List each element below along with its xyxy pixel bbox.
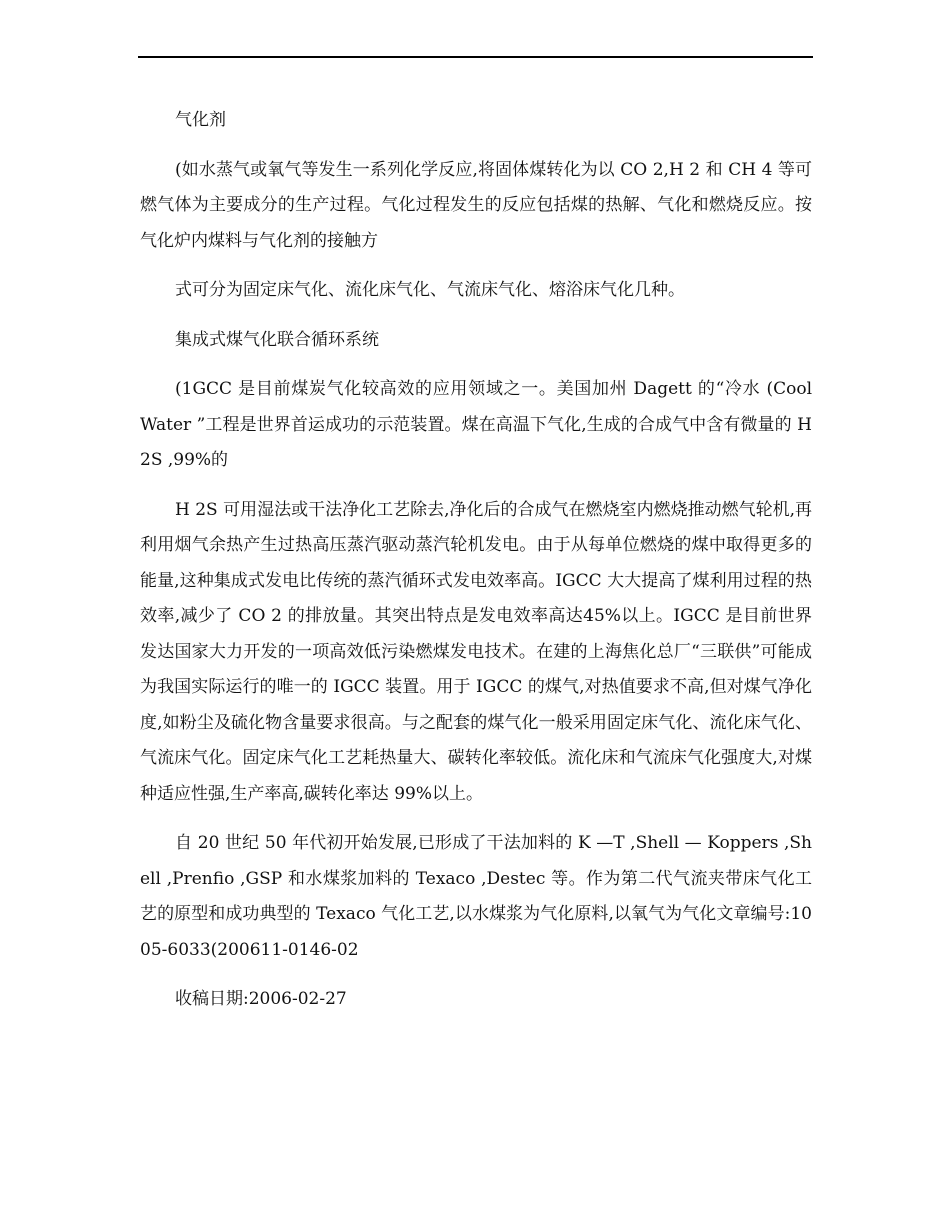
header-rule: [138, 56, 813, 58]
paragraph-igcc-details: H 2S 可用湿法或干法净化工艺除去,净化后的合成气在燃烧室内燃烧推动燃气轮机,再利用烟气余热产生过热高压蒸汽驱动蒸汽轮机发电。由于从每单位燃烧的煤中取得更多的能量,这种集成式发电比传统的蒸汽循环式发电效率高。IGCC 大大提高了煤利用过程的热效率,减少了 CO 2 的排放量。其突出特点是发电效率高达45%以上。IGCC 是目前世界发达国家大力开发的一项高效低污染燃煤发电技术。在建的上海焦化总厂“三联供”可能成为我国实际运行的唯一的 IGCC 装置。用于 IGCC 的煤气,对热值要求不高,但对煤气净化度,如粉尘及硫化物含量要求很高。与之配套的煤气化一般采用固定床气化、流化床气化、气流床气化。固定床气化工艺耗热量大、碳转化率较低。流化床和气流床气化强度大,对煤种适应性强,生产率高,碳转化率达 99%以上。: [140, 499, 812, 804]
paragraph-development-history: 自 20 世纪 50 年代初开始发展,已形成了干法加料的 K —T ,Shell — Koppers ,Shell ,Prenfio ,GSP 和水煤浆加料的 Texaco ,Destec 等。作为第二代气流夹带床气化工艺的原型和成功典型的 Texaco 气化工艺,以水煤浆为气化原料,以氧气为气化文章编号:1005-6033(200611-0146-02: [140, 833, 812, 960]
paragraph-heading-igcc: 集成式煤气化联合循环系统: [175, 329, 379, 350]
paragraph-igcc-intro: (1GCC 是目前煤炭气化较高效的应用领域之一。美国加州 Dagett 的“冷水 (Cool Water ”工程是世界首运成功的示范装置。煤在高温下气化,生成的合成气中含有微量的 H 2S ,99%的: [140, 379, 812, 470]
paragraph-gasification-types: 式可分为固定床气化、流化床气化、气流床气化、熔浴床气化几种。: [175, 280, 685, 300]
paragraph-received-date: 收稿日期:2006-02-27: [175, 989, 347, 1009]
paragraph-heading-gasifying-agent: 气化剂: [175, 110, 226, 130]
paragraph-gasification-process: (如水蒸气或氧气等发生一系列化学反应,将固体煤转化为以 CO 2,H 2 和 CH 4 等可燃气体为主要成分的生产过程。气化过程发生的反应包括煤的热解、气化和燃烧反应。按气化炉内煤料与气化剂的接触方: [140, 159, 812, 251]
document-body: [140, 103, 812, 1032]
